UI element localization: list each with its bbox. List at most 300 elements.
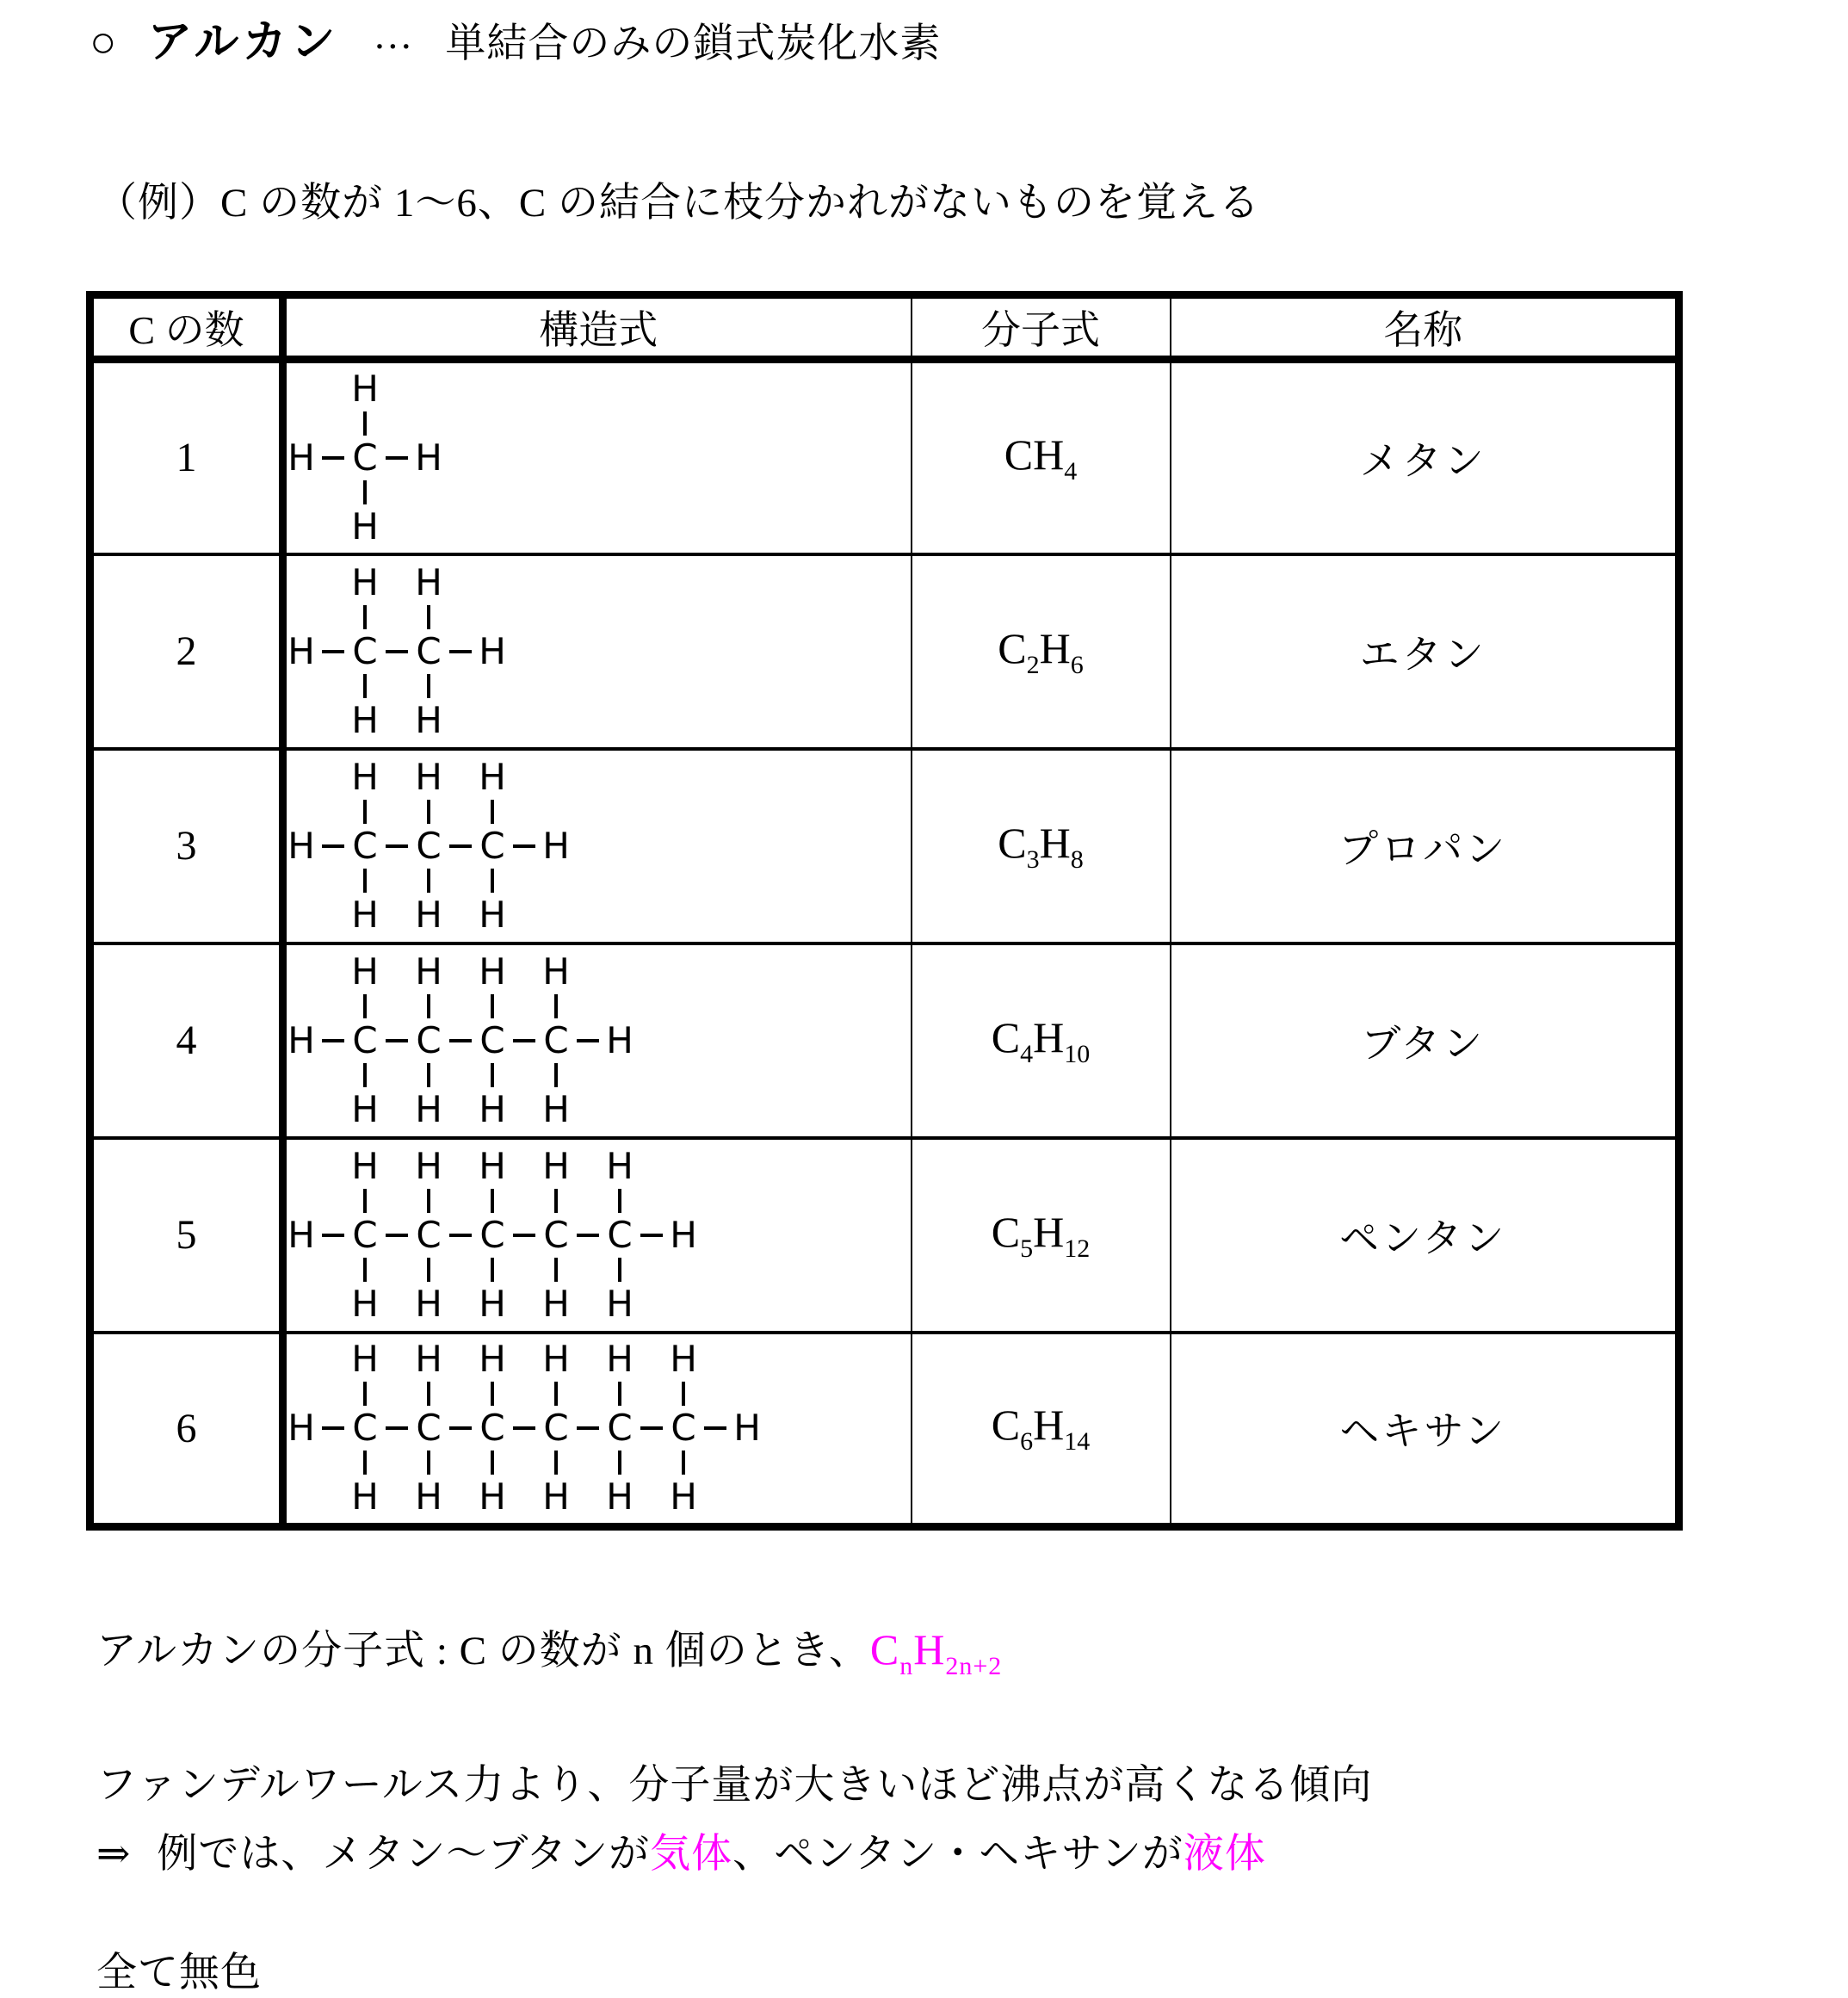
table-row: [90, 943, 1679, 1138]
grid-cell: [634, 1185, 669, 1217]
grid-cell: [380, 1479, 414, 1515]
grid-cell: [287, 759, 316, 795]
vertical-bond: [363, 800, 367, 824]
atom: H: [287, 629, 315, 672]
grid-cell: [380, 1185, 414, 1217]
grid-cell: [316, 1446, 350, 1479]
vertical-bond: [427, 605, 430, 629]
atom: C: [479, 1407, 505, 1450]
grid-cell: H: [351, 504, 379, 547]
vertical-bond: [618, 1258, 621, 1282]
grid-cell: [316, 670, 350, 702]
grid-cell: [380, 565, 414, 601]
grid-cell: H: [670, 1338, 697, 1381]
grid-cell: [443, 670, 478, 702]
grid-cell: [316, 795, 350, 828]
atom: C: [607, 1407, 633, 1450]
grid-cell: H: [479, 1338, 506, 1381]
grid-cell: [287, 565, 316, 601]
grid-cell: [605, 1446, 634, 1479]
grid-cell: H: [606, 1282, 634, 1325]
state-note: [96, 1822, 1266, 1879]
grid-cell: [287, 407, 316, 440]
grid-cell: H: [415, 1144, 442, 1187]
grid-cell: [443, 759, 478, 795]
bond-cell: [316, 828, 350, 864]
bond-cell: [316, 1023, 350, 1059]
grid-cell: [287, 1341, 316, 1377]
grid-cell: [350, 795, 380, 828]
grid-cell: [732, 1341, 762, 1377]
grid-cell: H: [415, 1282, 442, 1325]
grid-cell: [571, 1253, 605, 1286]
grid-cell: H: [542, 1087, 570, 1130]
page-title: [90, 5, 941, 70]
grid-cell: [507, 897, 541, 933]
table-row: [90, 749, 1679, 943]
bond-cell: [380, 1410, 414, 1446]
grid-cell: H: [351, 950, 379, 993]
horizontal-bond: [322, 1039, 344, 1042]
vertical-bond: [554, 1063, 558, 1087]
grid-cell: H: [479, 1087, 506, 1130]
grid-cell: [287, 1059, 316, 1092]
grid-cell: H: [415, 1475, 442, 1519]
grid-cell: [316, 1479, 350, 1515]
grid-cell: [316, 954, 350, 990]
structure-diagram: [287, 560, 911, 741]
grid-cell: [443, 1059, 478, 1092]
grid-cell: [443, 864, 478, 897]
bond-cell: [443, 1023, 478, 1059]
atom: C: [479, 824, 505, 867]
grid-cell: [507, 1286, 541, 1322]
grid-cell: [478, 990, 507, 1023]
grid-cell: [478, 795, 507, 828]
vertical-bond: [618, 1451, 621, 1475]
grid-cell: H: [351, 1087, 379, 1130]
grid-cell: [350, 1253, 380, 1286]
grid-cell: [507, 1092, 541, 1128]
vertical-bond: [491, 800, 494, 824]
bond-cell: [316, 634, 350, 670]
grid-cell: [541, 990, 571, 1023]
grid-cell: [350, 1377, 380, 1410]
grid-cell: [287, 1479, 316, 1515]
molecular-formula-cell: $C_5H_{12}$: [912, 1138, 1171, 1333]
grid-cell: [316, 601, 350, 634]
grid-cell: [571, 1341, 605, 1377]
grid-cell: [414, 1253, 443, 1286]
grid-cell: [287, 1185, 316, 1217]
grid-cell: [380, 897, 414, 933]
gas-accent: 気体: [650, 1832, 733, 1877]
vertical-bond: [491, 1451, 494, 1475]
grid-cell: H: [479, 1475, 506, 1519]
header-carbon-count: C の数: [90, 295, 283, 360]
grid-cell: [669, 1446, 698, 1479]
grid-cell: [634, 1253, 669, 1286]
horizontal-bond: [386, 1426, 408, 1430]
grid-cell: [414, 1377, 443, 1410]
grid-cell: H: [415, 755, 442, 798]
grid-cell: [350, 601, 380, 634]
grid-cell: H: [542, 1475, 570, 1519]
grid-cell: [380, 1092, 414, 1128]
grid-cell: [380, 1253, 414, 1286]
grid-cell: [316, 1148, 350, 1185]
formula-note-text: アルカンの分子式 : C の数が n 個のとき、: [96, 1629, 870, 1673]
grid-cell: [634, 1148, 669, 1185]
atom: C: [416, 824, 442, 867]
grid-cell: H: [606, 1475, 634, 1519]
name-cell: メタン: [1171, 360, 1679, 554]
atom: C: [607, 1213, 633, 1256]
atom: H: [287, 1213, 315, 1256]
atom: C: [543, 1407, 569, 1450]
grid-cell: [507, 864, 541, 897]
structure-diagram: [287, 755, 911, 936]
grid-cell: [443, 1377, 478, 1410]
formula-note: [96, 1618, 1002, 1681]
grid-cell: [443, 1446, 478, 1479]
grid-cell: [669, 1253, 698, 1286]
vertical-bond: [363, 1382, 367, 1406]
grid-cell: [414, 407, 443, 440]
bond-cell: [380, 440, 414, 476]
atom: C: [352, 1018, 378, 1061]
grid-cell: [287, 1253, 316, 1286]
horizontal-bond: [640, 1234, 663, 1237]
grid-cell: H: [351, 1144, 379, 1187]
horizontal-bond: [449, 1426, 472, 1430]
structure-cell: [283, 1333, 912, 1527]
grid-cell: [605, 990, 634, 1023]
horizontal-bond: [449, 1234, 472, 1237]
grid-cell: [698, 1479, 732, 1515]
bond-cell: [571, 1410, 605, 1446]
horizontal-bond: [322, 1234, 344, 1237]
atom: H: [287, 824, 315, 867]
grid-cell: [507, 1479, 541, 1515]
structure-cell: [283, 554, 912, 749]
grid-cell: [287, 864, 316, 897]
grid-cell: [350, 476, 380, 509]
atom: C: [479, 1018, 505, 1061]
name-cell: ペンタン: [1171, 1138, 1679, 1333]
bond-cell: [316, 1217, 350, 1253]
vertical-bond: [682, 1382, 685, 1406]
grid-cell: [414, 1059, 443, 1092]
vertical-bond: [427, 994, 430, 1018]
grid-cell: [350, 407, 380, 440]
grid-cell: [698, 1446, 732, 1479]
grid-cell: [541, 897, 571, 933]
grid-cell: [605, 1377, 634, 1410]
grid-cell: [316, 1286, 350, 1322]
vertical-bond: [363, 605, 367, 629]
atom: C: [543, 1018, 569, 1061]
vertical-bond: [427, 1451, 430, 1475]
vertical-bond: [427, 1258, 430, 1282]
grid-cell: [541, 1185, 571, 1217]
atom: C: [352, 824, 378, 867]
grid-cell: [287, 954, 316, 990]
grid-cell: [605, 1059, 634, 1092]
vertical-bond: [491, 1382, 494, 1406]
grid-cell: [380, 670, 414, 702]
horizontal-bond: [577, 1426, 599, 1430]
vertical-bond: [363, 674, 367, 698]
horizontal-bond: [513, 1039, 535, 1042]
grid-cell: [316, 1341, 350, 1377]
grid-cell: [478, 1185, 507, 1217]
grid-cell: [571, 1286, 605, 1322]
horizontal-bond: [449, 1039, 472, 1042]
vertical-bond: [491, 994, 494, 1018]
grid-cell: [634, 1286, 669, 1322]
grid-cell: [605, 1185, 634, 1217]
vertical-bond: [554, 1258, 558, 1282]
bond-cell: [380, 1023, 414, 1059]
grid-cell: [380, 1446, 414, 1479]
grid-cell: [698, 1377, 732, 1410]
grid-cell: [478, 1059, 507, 1092]
vertical-bond: [427, 1189, 430, 1213]
vertical-bond: [427, 1063, 430, 1087]
grid-cell: [478, 670, 507, 702]
atom: H: [479, 629, 506, 672]
grid-cell: [287, 1446, 316, 1479]
grid-cell: H: [351, 560, 379, 603]
alkane-table: [86, 291, 1683, 1531]
grid-cell: H: [542, 1282, 570, 1325]
horizontal-bond: [322, 1426, 344, 1430]
vertical-bond: [363, 1451, 367, 1475]
horizontal-bond: [449, 844, 472, 848]
grid-cell: [316, 702, 350, 739]
colorless-note: 全て無色: [96, 1951, 262, 1995]
horizontal-bond: [577, 1039, 599, 1042]
structure-cell: [283, 749, 912, 943]
carbon-count-cell: 6: [90, 1333, 283, 1527]
grid-cell: H: [351, 367, 379, 410]
grid-cell: [478, 601, 507, 634]
atom: C: [416, 629, 442, 672]
grid-cell: [507, 990, 541, 1023]
grid-cell: [443, 897, 478, 933]
grid-cell: [316, 565, 350, 601]
atom: H: [542, 824, 570, 867]
grid-cell: [380, 1341, 414, 1377]
grid-cell: [507, 1185, 541, 1217]
grid-cell: H: [415, 560, 442, 603]
grid-cell: [571, 1479, 605, 1515]
vertical-bond: [554, 1189, 558, 1213]
grid-cell: [316, 509, 350, 545]
atom: H: [606, 1018, 634, 1061]
vertical-bond: [363, 869, 367, 893]
vertical-bond: [554, 1451, 558, 1475]
grid-cell: [287, 1377, 316, 1410]
grid-cell: [316, 1059, 350, 1092]
grid-cell: [414, 509, 443, 545]
grid-cell: [316, 407, 350, 440]
grid-cell: [287, 1092, 316, 1128]
structure-cell: [283, 360, 912, 554]
grid-cell: [316, 476, 350, 509]
bond-cell: [507, 828, 541, 864]
grid-cell: [541, 1059, 571, 1092]
horizontal-bond: [386, 456, 408, 460]
grid-cell: H: [351, 893, 379, 936]
grid-cell: H: [415, 950, 442, 993]
title-description: 単結合のみの鎖式炭化水素: [445, 22, 942, 66]
horizontal-bond: [513, 1234, 535, 1237]
table-body: [90, 360, 1679, 1527]
grid-cell: [478, 864, 507, 897]
grid-cell: [507, 1059, 541, 1092]
grid-cell: [414, 795, 443, 828]
grid-cell: [732, 1377, 762, 1410]
atom: C: [479, 1213, 505, 1256]
carbon-count-cell: 4: [90, 943, 283, 1138]
grid-cell: [443, 1148, 478, 1185]
grid-cell: [478, 1253, 507, 1286]
header-structural-formula: 構造式: [283, 295, 912, 360]
grid-cell: [541, 795, 571, 828]
grid-cell: [507, 1446, 541, 1479]
grid-cell: H: [479, 755, 506, 798]
molecular-formula-cell: $C_6H_{14}$: [912, 1333, 1171, 1527]
bond-cell: [316, 440, 350, 476]
grid-cell: H: [351, 1338, 379, 1381]
atom: H: [287, 1018, 315, 1061]
grid-cell: [380, 601, 414, 634]
table-row: [90, 1138, 1679, 1333]
grid-cell: [414, 670, 443, 702]
grid-cell: H: [606, 1144, 634, 1187]
grid-cell: [443, 795, 478, 828]
vertical-bond: [427, 869, 430, 893]
bond-cell: [380, 634, 414, 670]
state-note-part1: 例では、メタン～ブタンが: [157, 1832, 651, 1877]
grid-cell: [478, 1446, 507, 1479]
name-cell: ブタン: [1171, 943, 1679, 1138]
grid-cell: [287, 476, 316, 509]
horizontal-bond: [513, 1426, 535, 1430]
grid-cell: H: [351, 698, 379, 741]
grid-cell: [478, 1377, 507, 1410]
grid-cell: [380, 990, 414, 1023]
grid-cell: [732, 1446, 762, 1479]
grid-cell: [698, 1341, 732, 1377]
grid-cell: [380, 795, 414, 828]
grid-cell: H: [415, 1087, 442, 1130]
vertical-bond: [554, 1382, 558, 1406]
vertical-bond: [618, 1382, 621, 1406]
grid-cell: [507, 954, 541, 990]
horizontal-bond: [322, 650, 344, 653]
grid-cell: H: [479, 1282, 506, 1325]
molecular-formula-cell: $CH_4$: [912, 360, 1171, 554]
grid-cell: [380, 509, 414, 545]
atom: C: [352, 629, 378, 672]
atom: H: [287, 436, 315, 479]
grid-cell: [443, 1092, 478, 1128]
grid-cell: [380, 702, 414, 739]
grid-cell: [571, 954, 605, 990]
grid-cell: [380, 1148, 414, 1185]
grid-cell: [634, 1479, 669, 1515]
grid-cell: [287, 702, 316, 739]
grid-cell: [380, 407, 414, 440]
structure-diagram: [287, 1144, 911, 1325]
grid-cell: [380, 1377, 414, 1410]
grid-cell: [605, 1253, 634, 1286]
grid-cell: H: [542, 1338, 570, 1381]
grid-cell: [350, 864, 380, 897]
grid-cell: [380, 864, 414, 897]
grid-cell: [443, 601, 478, 634]
grid-cell: [414, 371, 443, 407]
grid-cell: H: [606, 1338, 634, 1381]
grid-cell: [669, 1286, 698, 1322]
grid-cell: [287, 509, 316, 545]
grid-cell: [507, 1341, 541, 1377]
horizontal-bond: [386, 1234, 408, 1237]
grid-cell: [634, 1341, 669, 1377]
grid-cell: [571, 1377, 605, 1410]
grid-cell: [507, 795, 541, 828]
grid-cell: H: [351, 1282, 379, 1325]
atom: H: [670, 1213, 697, 1256]
name-cell: ヘキサン: [1171, 1333, 1679, 1527]
horizontal-bond: [449, 650, 472, 653]
carbon-count-cell: 5: [90, 1138, 283, 1333]
horizontal-bond: [322, 456, 344, 460]
grid-cell: [605, 954, 634, 990]
grid-cell: [287, 897, 316, 933]
carbon-count-cell: 3: [90, 749, 283, 943]
grid-cell: [316, 1253, 350, 1286]
grid-cell: [541, 1377, 571, 1410]
header-name: 名称: [1171, 295, 1679, 360]
grid-cell: [316, 897, 350, 933]
grid-cell: [507, 1253, 541, 1286]
grid-cell: [443, 1341, 478, 1377]
grid-cell: [414, 601, 443, 634]
grid-cell: [541, 759, 571, 795]
structure-diagram: [287, 367, 911, 547]
grid-cell: [414, 864, 443, 897]
grid-cell: [414, 1446, 443, 1479]
circle-bullet-icon: ○: [90, 18, 117, 67]
grid-cell: [571, 990, 605, 1023]
name-cell: エタン: [1171, 554, 1679, 749]
grid-cell: [605, 1092, 634, 1128]
vertical-bond: [554, 994, 558, 1018]
vertical-bond: [682, 1451, 685, 1475]
horizontal-bond: [577, 1234, 599, 1237]
example-note: （例）C の数が 1～6、C の結合に枝分かれがないものを覚える: [96, 181, 1260, 226]
grid-cell: [443, 1286, 478, 1322]
carbon-count-cell: 2: [90, 554, 283, 749]
grid-cell: [287, 795, 316, 828]
liquid-accent: 液体: [1183, 1832, 1266, 1877]
vertical-bond: [491, 1258, 494, 1282]
atom: C: [352, 1213, 378, 1256]
